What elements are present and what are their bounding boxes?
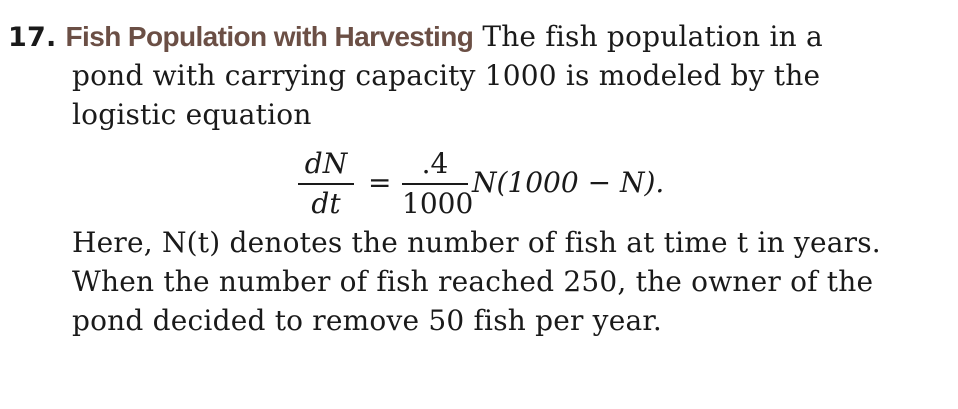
lhs-fraction-bar	[298, 183, 354, 185]
problem-text-line-1: The fish population in a	[482, 20, 823, 53]
rhs-expression: N(1000 − N).	[472, 166, 665, 199]
lhs-fraction	[298, 148, 354, 220]
rhs-fraction-bar	[402, 183, 468, 185]
rhs-numerator: .4	[421, 147, 449, 180]
problem-number: 17.	[8, 22, 57, 53]
rhs-denominator: 1000	[402, 186, 474, 220]
problem-text-line-6: pond decided to remove 50 fish per year.	[72, 304, 662, 337]
equals-sign: =	[368, 166, 392, 199]
problem-text-line-4: Here, N(t) denotes the number of fish at time t in years.	[72, 226, 881, 259]
problem-first-line	[8, 18, 823, 57]
lhs-denominator: dt	[311, 186, 341, 220]
problem-text-line-5: When the number of fish reached 250, the owner of the	[72, 265, 874, 298]
lhs-numerator: dN	[304, 147, 348, 180]
problem-text-line-3: logistic equation	[72, 98, 312, 131]
problem-title: Fish Population with Harvesting	[65, 21, 474, 52]
problem-text-line-2: pond with carrying capacity 1000 is modeled by the	[72, 59, 821, 92]
rhs-fraction	[402, 147, 474, 220]
